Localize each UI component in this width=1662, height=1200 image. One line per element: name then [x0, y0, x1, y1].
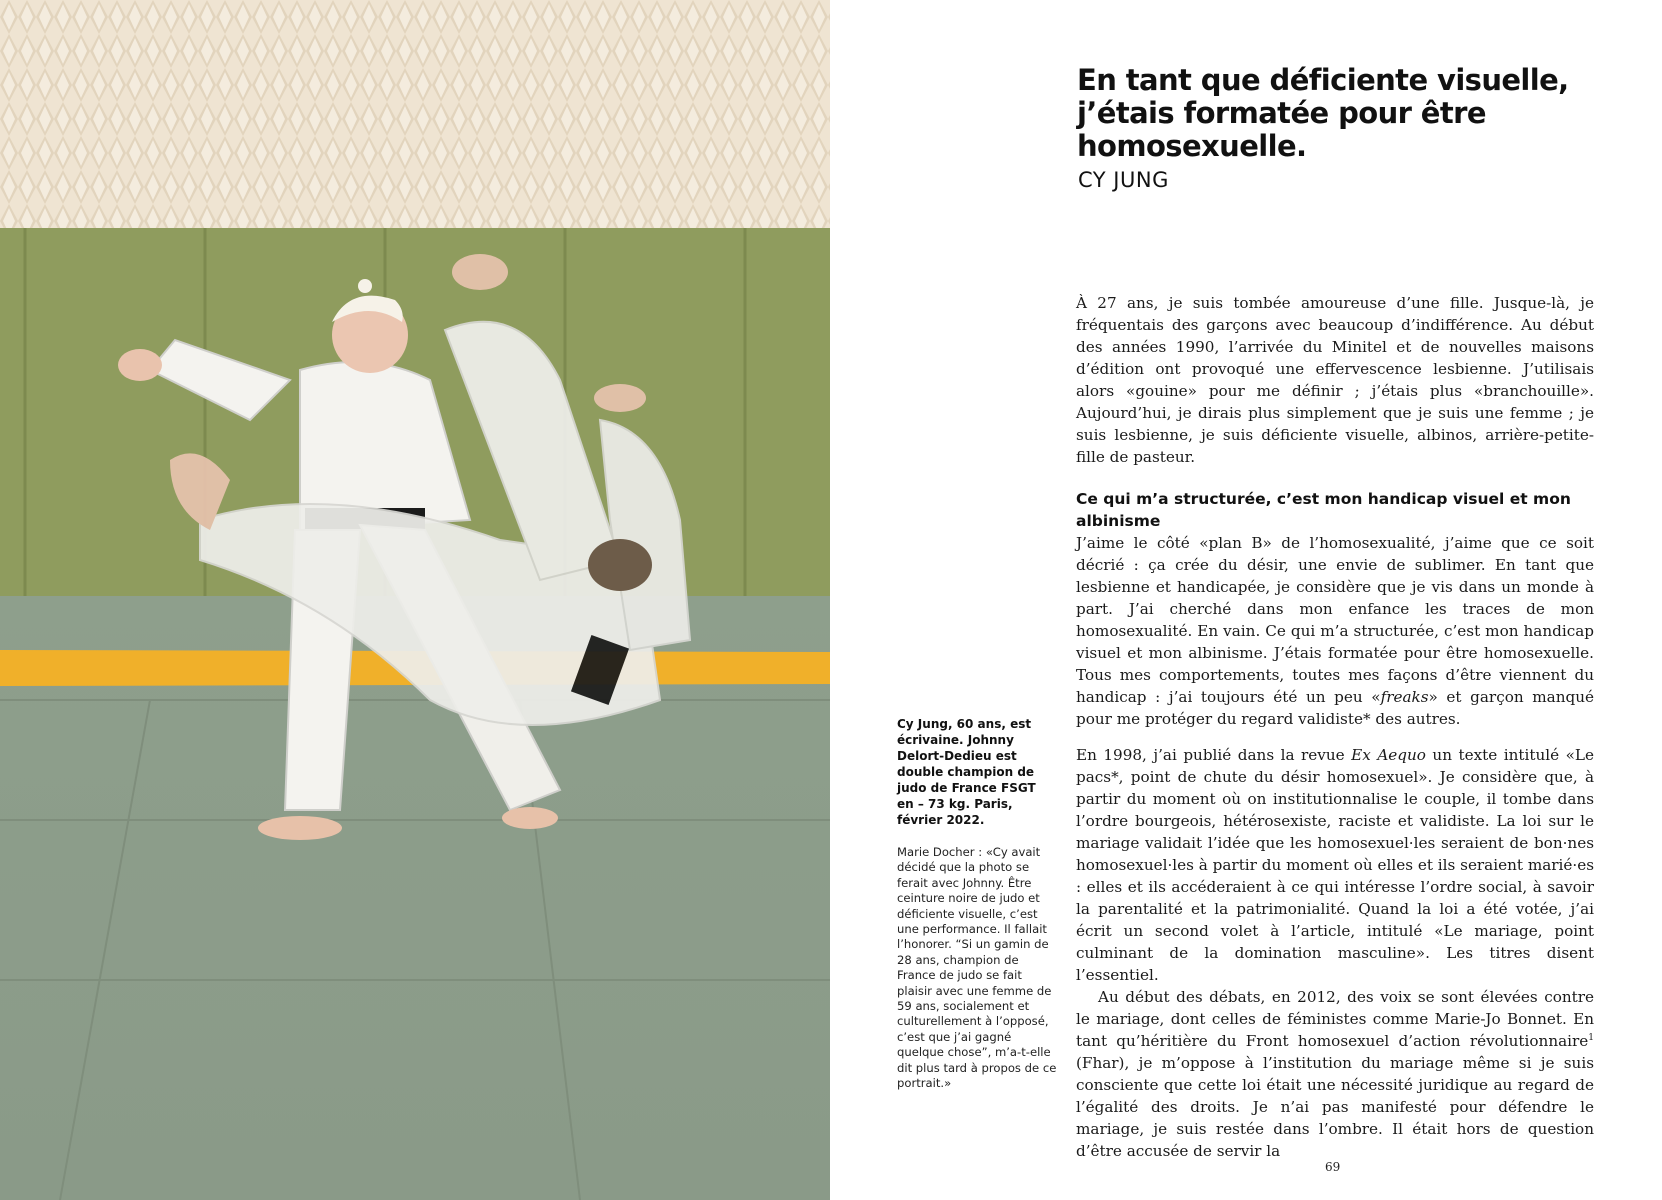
glossary-asterisk: * — [1111, 768, 1119, 786]
paragraph-2: J’aime le côté «plan B» de l’homosexualité, j’aime que ce soit décrié : ça crée du désir, une envie de sublimer. En tant que lesbienne et handicapée, je considère que je vis dans un monde à part. J’ai cherché dans mon enfance les traces de mon homosexualité. En vain. Ce qui m’a structurée, c’est mon handicap visuel et mon albinisme. J’étais formatée pour être homosexuelle. Tous mes comportements, toutes mes façons d’être viennent du handicap : j’ai toujours été un peu «freaks» et garçon manqué pour me protéger du regard validiste* des autres. — [1076, 534, 1594, 728]
footnote-marker: 1 — [1588, 1032, 1594, 1043]
photographer-quote: Marie Docher : «Cy avait décidé que la photo se ferait avec Johnny. Être ceinture noire de judo et déficiente visuelle, c’est une performance. Il fallait l’honorer. “Si un gamin de 28 ans, champion de France de judo se fait plaisir avec une femme de 59 ans, socialement et culturellement à l’opposé, c’est que j’ai gagné quelque chose”, m’a-t-elle dit plus tard à propos de ce portrait.» — [897, 845, 1057, 1091]
paragraph-4: Au début des débats, en 2012, des voix se sont élevées contre le mariage, dont celles de féministes comme Marie-Jo Bonnet. En tant qu’héritière du Front homosexuel d’action révolutionnaire$^1$ (Fhar), je m’oppose à l’institution du mariage même si je suis consciente que cette loi était une nécessité juridique au regard de l’égalité des droits. Je n’ai pas manifesté pour défendre le mariage, je suis restée dans l’ombre. Il était hors de question d’être accusée de servir la — [1076, 988, 1594, 1160]
judo-photo — [0, 0, 830, 1200]
judo-photo-illustration — [0, 0, 830, 1200]
freaks-italic: freaks — [1380, 688, 1429, 706]
photo-caption: Cy Jung, 60 ans, est écrivaine. Johnny Delort-Dedieu est double champion de judo de France FSGT en – 73 kg. Paris, février 2022. — [897, 717, 1036, 827]
textured-wall — [0, 0, 830, 230]
ex-aequo-italic: Ex Aequo — [1351, 746, 1426, 764]
page-number: 69 — [1325, 1160, 1341, 1174]
paragraph-3: En 1998, j’ai publié dans la revue Ex Aequo un texte intitulé «Le pacs*, point de chute du désir homosexuel». Je considère que, à partir du moment où on institutionnalise le couple, il tombe dans l’ordre bourgeois, hétérosexiste, raciste et validiste. La loi sur le mariage validait l’idée que les homosexuel·les seraient de bon·nes homosexuel·les à partir du moment où elles et ils seraient marié·es : elles et ils accéderaient à ce qui intéresse l’ordre social, à savoir la parentalité et la patrimonialité. Quand la loi a été votée, j’ai écrit un second volet à l’article, intitulé «Le mariage, point culminant de la domination masculine». Les titres disent l’essentiel. — [1076, 746, 1594, 984]
paragraph-1: À 27 ans, je suis tombée amoureuse d’une fille. Jusque-là, je fréquentais des garçons avec beaucoup d’indifférence. Au début des années 1990, l’arrivée du Minitel et de nouvelles maisons d’édition ont provoqué une effervescence lesbienne. J’utilisais alors «gouine» pour me définir ; j’étais plus «branchouille». Aujourd’hui, je dirais plus simplement que je suis une femme ; je suis lesbienne, je suis déficiente visuelle, albinos, arrière-petite-fille de pasteur. — [1076, 294, 1594, 466]
author-name: CY JUNG — [1078, 168, 1169, 192]
section-subheading: Ce qui m’a structurée, c’est mon handicap visuel et mon albinisme — [1076, 490, 1571, 530]
article-body — [1076, 292, 1594, 1162]
glossary-asterisk: * — [1362, 710, 1371, 728]
article-headline: En tant que déficiente visuelle, j’étais formatée pour être homosexuelle. — [1077, 63, 1569, 163]
